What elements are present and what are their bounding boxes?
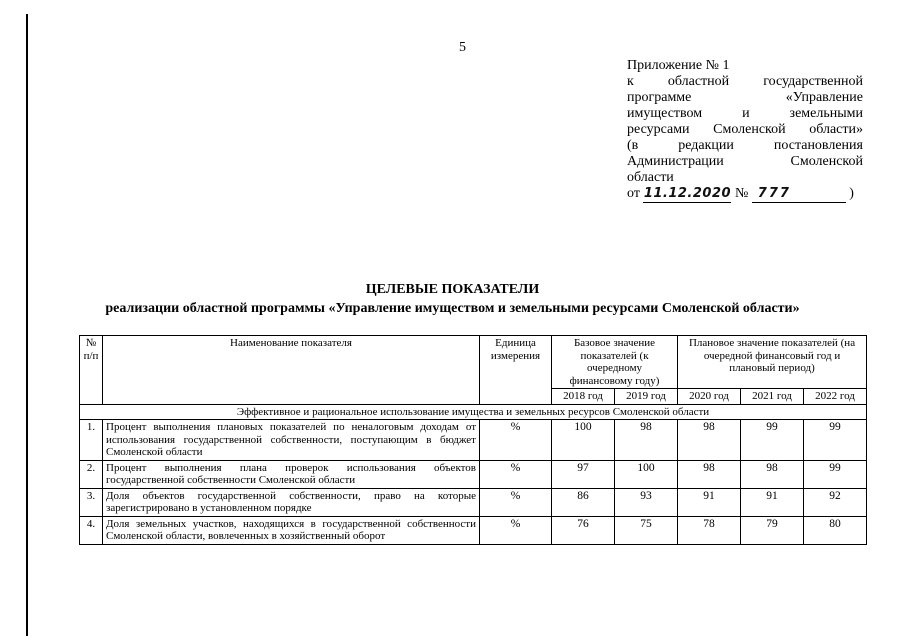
value-cell: 98 xyxy=(678,460,741,488)
value-cell: 92 xyxy=(804,488,867,516)
value-cell: 100 xyxy=(552,420,615,461)
indicator-name: Процент выполнения плана проверок использования объектов государственной собственности Смоленской области xyxy=(103,460,480,488)
row-number: 4. xyxy=(80,516,103,544)
value-cell: 91 xyxy=(741,488,804,516)
year-header: 2020 год xyxy=(678,389,741,405)
value-cell: 98 xyxy=(615,420,678,461)
page-number: 5 xyxy=(459,40,466,55)
value-cell: 80 xyxy=(804,516,867,544)
value-cell: 91 xyxy=(678,488,741,516)
indicator-unit: % xyxy=(480,488,552,516)
appendix-line: ресурсами Смоленской области» xyxy=(627,122,863,137)
table-row xyxy=(80,488,867,516)
indicators-table xyxy=(79,335,867,545)
indicator-name: Доля земельных участков, находящихся в государственной собственности Смоленской области, вовлеченных в хозяйственный оборот xyxy=(103,516,480,544)
value-cell: 100 xyxy=(615,460,678,488)
indicator-unit: % xyxy=(480,460,552,488)
row-number: 3. xyxy=(80,488,103,516)
year-header: 2022 год xyxy=(804,389,867,405)
indicator-name: Доля объектов государственной собственности, право на которые зарегистрировано в установленном порядке xyxy=(103,488,480,516)
value-cell: 93 xyxy=(615,488,678,516)
value-cell: 98 xyxy=(678,420,741,461)
row-number: 1. xyxy=(80,420,103,461)
document-title: ЦЕЛЕВЫЕ ПОКАЗАТЕЛИ xyxy=(365,282,540,297)
handwritten-number: 777 xyxy=(752,186,846,203)
table-row xyxy=(80,460,867,488)
close-paren: ) xyxy=(849,186,854,201)
value-cell: 75 xyxy=(615,516,678,544)
resolution-reference xyxy=(627,186,863,203)
value-cell: 99 xyxy=(804,420,867,461)
table-row xyxy=(80,420,867,461)
value-cell: 97 xyxy=(552,460,615,488)
header-unit: Единица измерения xyxy=(480,336,552,405)
value-cell: 79 xyxy=(741,516,804,544)
indicator-name: Процент выполнения плановых показателей по неналоговым доходам от использования государственной собственности, поступающим в бюджет Смоленской области xyxy=(103,420,480,461)
year-header: 2019 год xyxy=(615,389,678,405)
value-cell: 98 xyxy=(741,460,804,488)
handwritten-date: 11.12.2020 xyxy=(643,186,732,201)
value-cell: 78 xyxy=(678,516,741,544)
appendix-line: (в редакции постановления xyxy=(627,138,863,153)
appendix-line: области xyxy=(627,170,674,185)
appendix-block xyxy=(627,58,863,203)
year-header: 2018 год xyxy=(552,389,615,405)
scan-border-line xyxy=(26,14,28,636)
value-cell: 99 xyxy=(741,420,804,461)
appendix-line: имуществом и земельными xyxy=(627,106,863,121)
header-plan: Плановое значение показателей (на очередной финансовый год и плановый период) xyxy=(678,336,867,389)
table-header-row xyxy=(80,336,867,389)
table-row xyxy=(80,516,867,544)
value-cell: 86 xyxy=(552,488,615,516)
section-title: Эффективное и рациональное использование имущества и земельных ресурсов Смоленской области xyxy=(80,404,867,420)
indicator-unit: % xyxy=(480,516,552,544)
header-num: № п/п xyxy=(80,336,103,405)
row-number: 2. xyxy=(80,460,103,488)
header-base: Базовое значение показателей (к очередному финансовому году) xyxy=(552,336,678,389)
year-header: 2021 год xyxy=(741,389,804,405)
value-cell: 99 xyxy=(804,460,867,488)
number-prefix: № xyxy=(734,186,749,201)
appendix-line: Администрации Смоленской xyxy=(627,154,863,169)
header-name: Наименование показателя xyxy=(103,336,480,405)
indicator-unit: % xyxy=(480,420,552,461)
document-subtitle: реализации областной программы «Управление имуществом и земельными ресурсами Смоленской области» xyxy=(105,301,800,316)
appendix-title: Приложение № 1 xyxy=(627,58,730,73)
appendix-line: программе «Управление xyxy=(627,90,863,105)
date-prefix: от xyxy=(627,186,640,201)
section-row xyxy=(80,404,867,420)
appendix-line: к областной государственной xyxy=(627,74,863,89)
value-cell: 76 xyxy=(552,516,615,544)
